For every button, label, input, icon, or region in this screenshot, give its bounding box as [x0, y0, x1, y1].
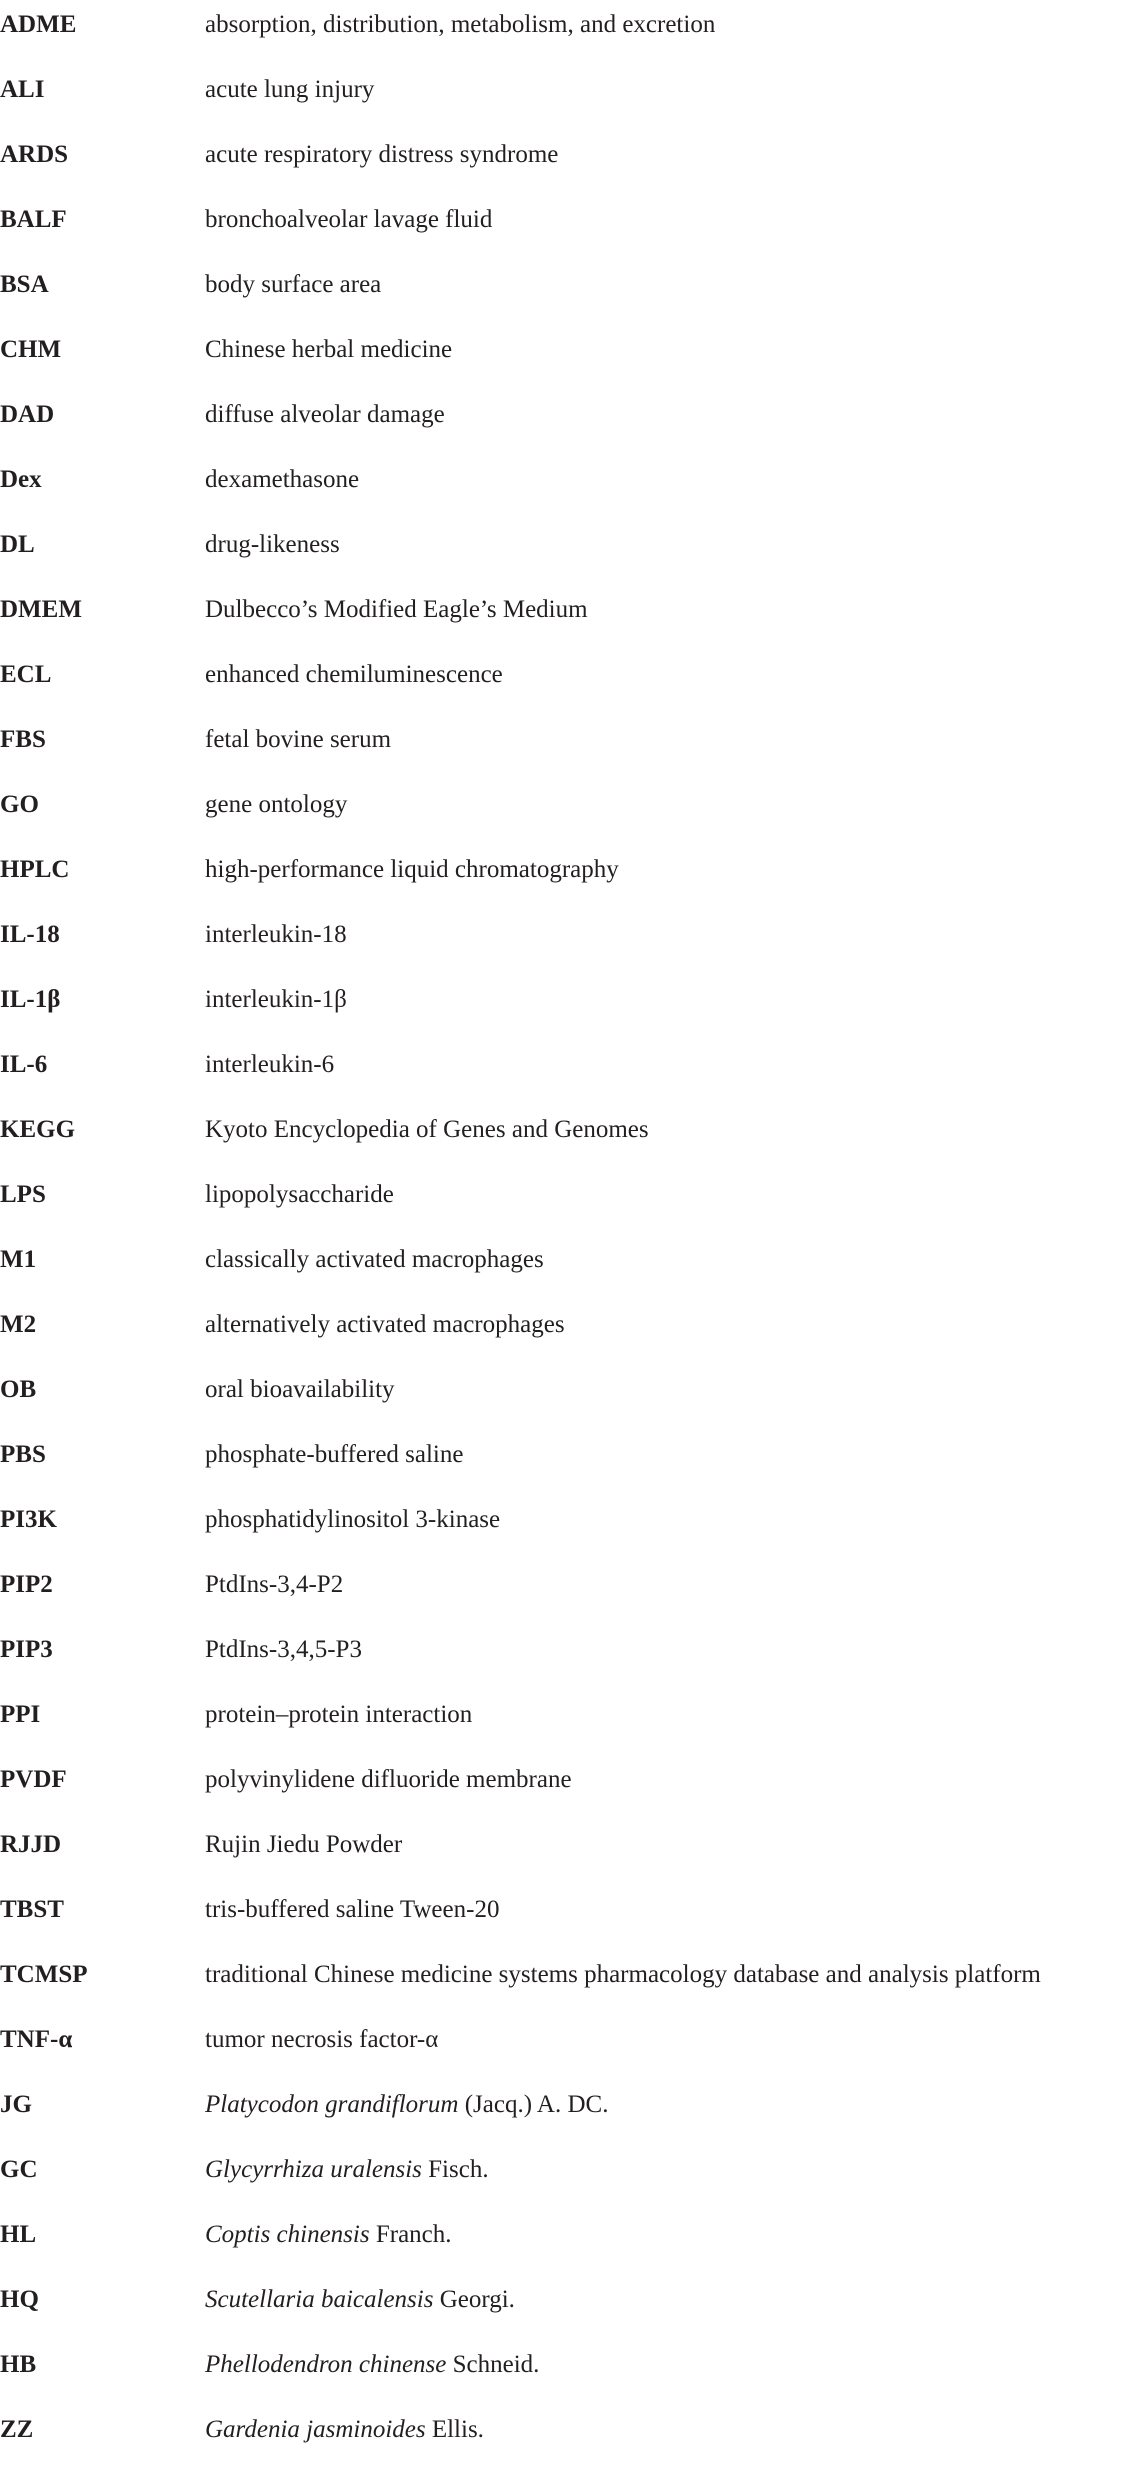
- abbreviation-row: [0, 1300, 1145, 1365]
- species-name: Gardenia jasminoides: [205, 2416, 426, 2443]
- abbreviation-term: RJJD: [0, 1831, 62, 1858]
- abbreviation-definition: high-performance liquid chromatography: [205, 856, 619, 883]
- abbreviation-row: [0, 520, 1145, 585]
- abbreviation-term: HQ: [0, 2286, 39, 2313]
- abbreviation-definition: interleukin-6: [205, 1051, 335, 1078]
- abbreviation-term: HB: [0, 2351, 37, 2378]
- abbreviation-row: [0, 1495, 1145, 1560]
- abbreviation-definition: phosphate-buffered saline: [205, 1441, 464, 1468]
- abbreviation-definition: PtdIns-3,4,5-P3: [205, 1636, 362, 1663]
- abbreviation-definition: Rujin Jiedu Powder: [205, 1831, 403, 1858]
- abbreviation-term: ADME: [0, 11, 77, 38]
- abbreviation-term: FBS: [0, 726, 46, 753]
- species-name: Scutellaria baicalensis: [205, 2286, 434, 2313]
- abbreviation-row: [0, 1625, 1145, 1690]
- abbreviation-row: [0, 1365, 1145, 1430]
- abbreviation-definition: alternatively activated macrophages: [205, 1311, 565, 1338]
- abbreviation-definition: drug-likeness: [205, 531, 340, 558]
- abbreviation-term: GO: [0, 791, 39, 818]
- abbreviation-definition: [205, 2157, 489, 2182]
- abbreviation-row: [0, 2340, 1145, 2405]
- abbreviation-row: [0, 1430, 1145, 1495]
- abbreviation-definition: classically activated macrophages: [205, 1246, 544, 1273]
- abbreviation-definition: polyvinylidene difluoride membrane: [205, 1766, 572, 1793]
- abbreviation-term: M1: [0, 1246, 37, 1273]
- abbreviation-term: HL: [0, 2221, 37, 2248]
- abbreviation-term: PI3K: [0, 1506, 57, 1533]
- abbreviation-row: [0, 1170, 1145, 1235]
- species-name: Phellodendron chinense: [205, 2351, 447, 2378]
- abbreviation-term: OB: [0, 1376, 37, 1403]
- abbreviation-definition: lipopolysaccharide: [205, 1181, 394, 1208]
- abbreviation-row: [0, 2275, 1145, 2340]
- abbreviation-definition: enhanced chemiluminescence: [205, 661, 503, 688]
- species-name: Glycyrrhiza uralensis: [205, 2156, 422, 2183]
- species-name: Coptis chinensis: [205, 2221, 370, 2248]
- abbreviation-row: [0, 2145, 1145, 2210]
- abbreviation-term: TBST: [0, 1896, 64, 1923]
- abbreviation-term: CHM: [0, 336, 62, 363]
- abbreviation-definition: dexamethasone: [205, 466, 360, 493]
- abbreviation-term: TCMSP: [0, 1961, 88, 1988]
- abbreviation-term: PVDF: [0, 1766, 67, 1793]
- abbreviation-row: [0, 260, 1145, 325]
- abbreviation-row: [0, 1235, 1145, 1300]
- species-authority: Franch.: [369, 2221, 452, 2248]
- abbreviation-row: [0, 650, 1145, 715]
- abbreviation-row: [0, 195, 1145, 260]
- abbreviation-definition: acute lung injury: [205, 76, 375, 103]
- abbreviation-term: ALI: [0, 76, 45, 103]
- abbreviation-term: PPI: [0, 1701, 41, 1728]
- abbreviation-term: DL: [0, 531, 35, 558]
- abbreviation-definition: phosphatidylinositol 3-kinase: [205, 1506, 501, 1533]
- abbreviation-row: [0, 2210, 1145, 2275]
- abbreviation-definition: fetal bovine serum: [205, 726, 392, 753]
- abbreviation-definition: Kyoto Encyclopedia of Genes and Genomes: [205, 1116, 649, 1143]
- abbreviation-definition: diffuse alveolar damage: [205, 401, 445, 428]
- abbreviation-term: JG: [0, 2091, 32, 2118]
- abbreviation-term: DMEM: [0, 596, 82, 623]
- abbreviation-row: [0, 1560, 1145, 1625]
- abbreviation-definition: protein–protein interaction: [205, 1701, 473, 1728]
- abbreviation-term: BSA: [0, 271, 49, 298]
- abbreviation-term: BALF: [0, 206, 67, 233]
- abbreviation-row: [0, 65, 1145, 130]
- abbreviation-definition: [205, 2352, 539, 2377]
- abbreviation-definition: Dulbecco’s Modified Eagle’s Medium: [205, 596, 588, 623]
- abbreviation-definition: [205, 2287, 515, 2312]
- abbreviation-definition: PtdIns-3,4-P2: [205, 1571, 344, 1598]
- abbreviation-row: [0, 1885, 1145, 1950]
- abbreviation-term: TNF-α: [0, 2026, 73, 2053]
- abbreviation-term: DAD: [0, 401, 55, 428]
- abbreviation-term: GC: [0, 2156, 38, 2183]
- abbreviation-definition: acute respiratory distress syndrome: [205, 141, 559, 168]
- abbreviation-definition: [205, 2417, 484, 2442]
- abbreviation-definition: tumor necrosis factor-α: [205, 2026, 439, 2053]
- abbreviation-definition: tris-buffered saline Tween-20: [205, 1896, 500, 1923]
- abbreviation-row: [0, 780, 1145, 845]
- species-authority: Fisch.: [421, 2156, 489, 2183]
- abbreviation-term: KEGG: [0, 1116, 76, 1143]
- abbreviation-term: Dex: [0, 466, 42, 493]
- abbreviation-term: M2: [0, 1311, 37, 1338]
- abbreviation-row: [0, 1040, 1145, 1105]
- species-authority: Georgi.: [433, 2286, 515, 2313]
- abbreviation-row: [0, 715, 1145, 780]
- abbreviation-row: [0, 130, 1145, 195]
- species-name: Platycodon grandiflorum: [205, 2091, 459, 2118]
- abbreviation-definition: oral bioavailability: [205, 1376, 395, 1403]
- abbreviation-term: PIP3: [0, 1636, 53, 1663]
- abbreviation-term: PBS: [0, 1441, 46, 1468]
- abbreviation-definition: gene ontology: [205, 791, 348, 818]
- abbreviation-term: ECL: [0, 661, 52, 688]
- abbreviation-row: [0, 0, 1145, 65]
- abbreviation-definition: Chinese herbal medicine: [205, 336, 453, 363]
- abbreviation-term: LPS: [0, 1181, 46, 1208]
- abbreviation-definition: [205, 2092, 608, 2117]
- abbreviation-row: [0, 910, 1145, 975]
- abbreviation-row: [0, 455, 1145, 520]
- abbreviation-row: [0, 2015, 1145, 2080]
- abbreviation-row: [0, 845, 1145, 910]
- abbreviation-term: IL-6: [0, 1051, 48, 1078]
- abbreviation-definition: [205, 2222, 452, 2247]
- abbreviation-row: [0, 975, 1145, 1040]
- species-authority: Schneid.: [446, 2351, 540, 2378]
- abbreviation-row: [0, 325, 1145, 390]
- abbreviation-definition: bronchoalveolar lavage fluid: [205, 206, 493, 233]
- abbreviation-term: PIP2: [0, 1571, 53, 1598]
- abbreviation-row: [0, 1690, 1145, 1755]
- abbreviation-term: ARDS: [0, 141, 69, 168]
- abbreviation-term: IL-1β: [0, 986, 61, 1013]
- abbreviation-row: [0, 585, 1145, 650]
- abbreviation-definition: body surface area: [205, 271, 382, 298]
- abbreviation-row: [0, 1755, 1145, 1820]
- abbreviation-definition: absorption, distribution, metabolism, and excretion: [205, 11, 716, 38]
- species-authority: Ellis.: [425, 2416, 484, 2443]
- species-authority: (Jacq.) A. DC.: [458, 2091, 609, 2118]
- abbreviation-term: HPLC: [0, 856, 70, 883]
- abbreviation-row: [0, 390, 1145, 455]
- abbreviation-row: [0, 2080, 1145, 2145]
- abbreviation-term: ZZ: [0, 2416, 34, 2443]
- abbreviation-row: [0, 2405, 1145, 2470]
- abbreviation-term: IL-18: [0, 921, 60, 948]
- abbreviation-row: [0, 1105, 1145, 1170]
- abbreviation-row: [0, 1950, 1145, 2015]
- abbreviation-row: [0, 1820, 1145, 1885]
- abbreviation-definition: traditional Chinese medicine systems pharmacology database and analysis platform: [205, 1961, 1041, 1988]
- abbreviation-definition: interleukin-1β: [205, 986, 347, 1013]
- abbreviation-definition: interleukin-18: [205, 921, 347, 948]
